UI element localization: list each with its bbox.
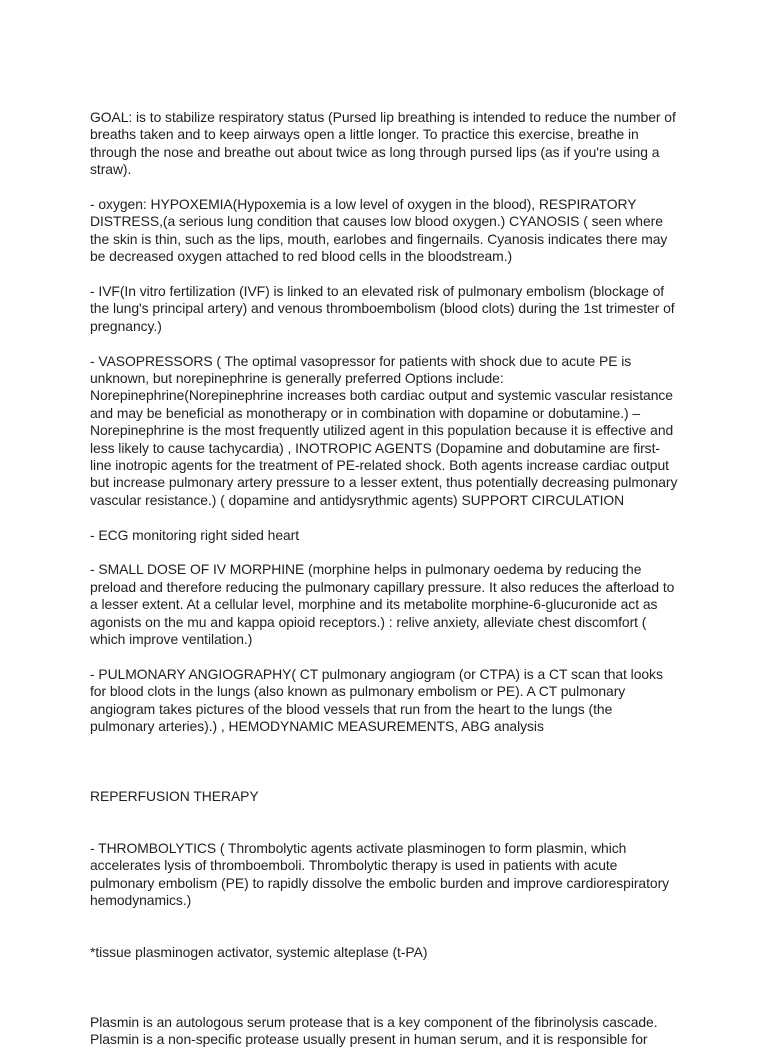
plasmin-paragraph: Plasmin is an autologous serum protease that is a key component of the fibrinolysis cascade. Plasmin is a non-specific protease usually present in human serum, and it is responsible for bbox=[90, 1014, 662, 1048]
reperfusion-heading: REPERFUSION THERAPY bbox=[90, 787, 259, 804]
tpa-line: *tissue plasminogen activator, systemic alteplase (t-PA) bbox=[90, 944, 428, 961]
vasopressors-paragraph: - VASOPRESSORS ( The optimal vasopressor for patients with shock due to acute PE is unknown, but norepinephrine is generally preferred Options include: Norepinephrine(Norepinephrine increases both cardiac output and systemic vascular resistance and may be beneficial as monotherapy or in combination with dopamine or dobutamine.) – Norepinephrine is the most frequently utilized agent in this population because it is effective and less likely to cause tachycardia) , INOTROPIC AGENTS (Dopamine and dobutamine are first-line inotropic agents for the treatment of PE-related shock. Both agents increase cardiac output but increase pulmonary artery pressure to a lesser extent, thus potentially decreasing pulmonary vascular resistance.) ( dopamine and antidysrythmic agents) SUPPORT CIRCULATION bbox=[90, 352, 682, 508]
document-page bbox=[90, 109, 680, 1049]
angiography-paragraph: - PULMONARY ANGIOGRAPHY( CT pulmonary angiogram (or CTPA) is a CT scan that looks for blood clots in the lungs (also known as pulmonary embolism or PE). A CT pulmonary angiogram takes pictures of the blood vessels that run from the heart to the lungs (the pulmonary arteries).) , HEMODYNAMIC MEASUREMENTS, ABG analysis bbox=[90, 665, 667, 735]
oxygen-paragraph: - oxygen: HYPOXEMIA(Hypoxemia is a low level of oxygen in the blood), RESPIRATORY DISTRESS,(a serious lung condition that causes low blood oxygen.) CYANOSIS ( seen where the skin is thin, such as the lips, mouth, earlobes and fingernails. Cyanosis indicates there may be decreased oxygen attached to red blood cells in the bloodstream.) bbox=[90, 196, 672, 265]
reperfusion-section bbox=[90, 753, 680, 997]
morphine-paragraph: - SMALL DOSE OF IV MORPHINE (morphine helps in pulmonary oedema by reducing the preload and therefore reducing the pulmonary capillary pressure. It also reduces the afterload to a lesser extent. At a cellular level, morphine and its metabolite morphine-6-glucuronide act as agonists on the mu and kappa opioid receptors.) : relive anxiety, alleviate chest discomfort ( which improve ventilation.) bbox=[90, 561, 679, 648]
ivf-paragraph: - IVF(In vitro fertilization (IVF) is linked to an elevated risk of pulmonary embolism (blockage of the lung's principal artery) and venous thromboembolism (blood clots) during the 1st trimester of pregnancy.) bbox=[90, 283, 679, 334]
ecg-paragraph: - ECG monitoring right sided heart bbox=[90, 526, 300, 543]
goal-paragraph: GOAL: is to stabilize respiratory status (Pursed lip breathing is intended to reduce the number of breaths taken and to keep airways open a little longer. To practice this exercise, breathe in through the nose and breathe out about twice as long through pursed lips (as if you're using a straw). bbox=[90, 109, 680, 178]
thrombolytics-paragraph: - THROMBOLYTICS ( Thrombolytic agents activate plasminogen to form plasmin, which accelerates lysis of thromboemboli. Thrombolytic therapy is used in patients with acute pulmonary embolism (PE) to rapidly dissolve the embolic burden and improve cardiorespiratory hemodynamics.) bbox=[90, 839, 673, 909]
